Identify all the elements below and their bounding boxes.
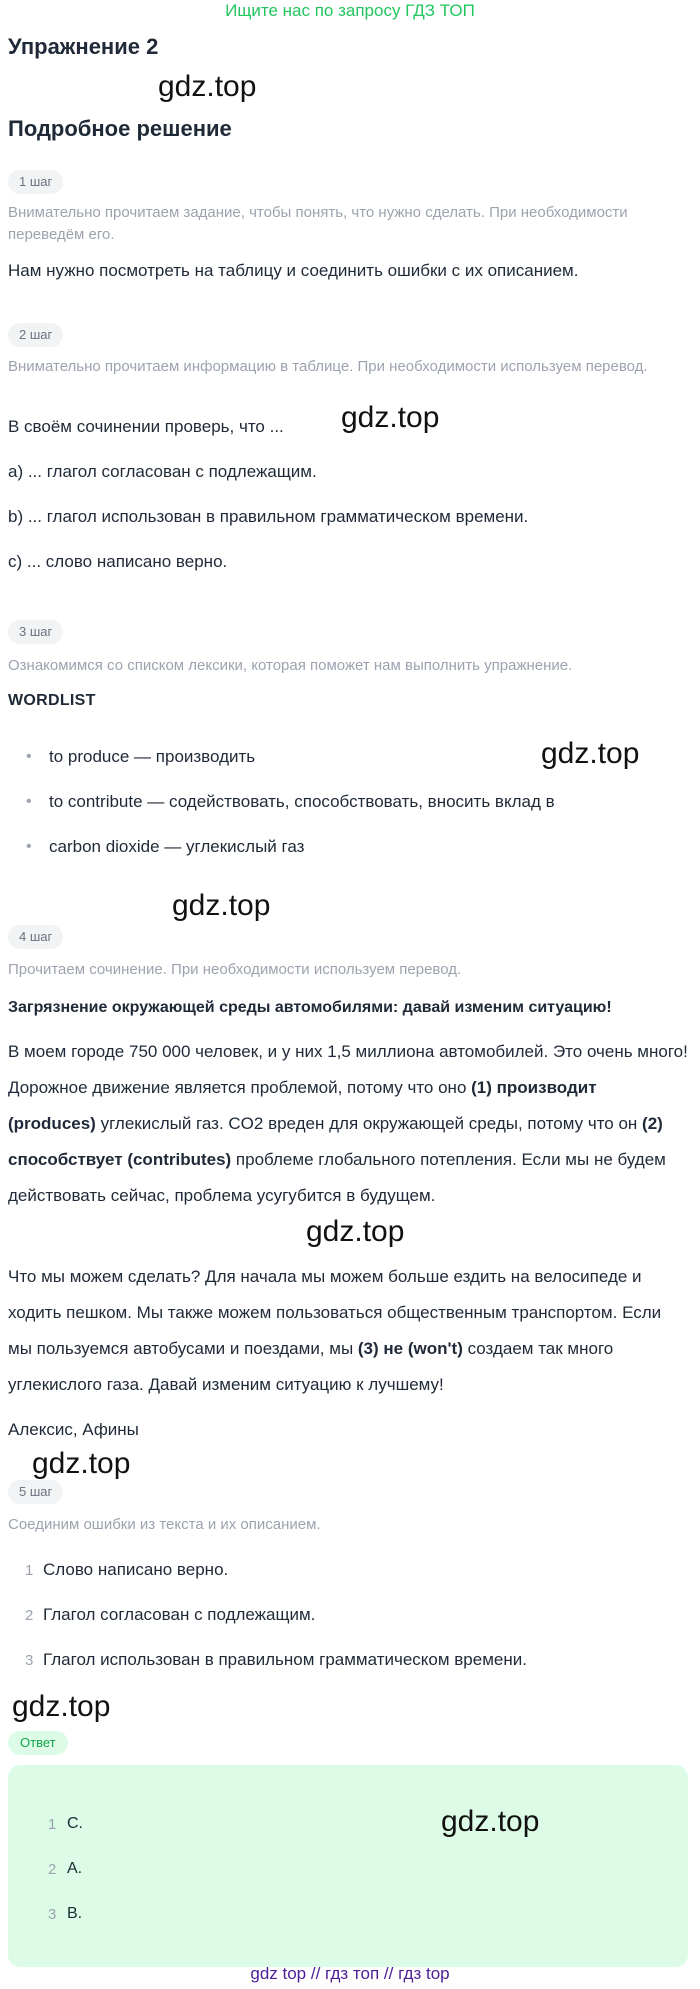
item-number: 3	[25, 1652, 34, 1669]
item-number: 2	[25, 1607, 34, 1624]
step-hint: Внимательно прочитаем задание, чтобы понять, что нужно сделать. При необходимости переведём его.	[8, 204, 628, 243]
watermark: gdz.top	[32, 1447, 131, 1480]
check-item: b) ... глагол использован в правильном грамматическом времени.	[8, 507, 529, 526]
match-item: Глагол использован в правильном грамматическом времени.	[43, 1650, 527, 1669]
watermark: gdz.top	[12, 1690, 111, 1723]
check-item: a) ... глагол согласован с подлежащим.	[8, 462, 317, 481]
match-item: Слово написано верно.	[43, 1560, 229, 1579]
item-number: 1	[25, 1562, 34, 1579]
item-number: 2	[48, 1861, 57, 1878]
watermark: gdz.top	[158, 70, 257, 103]
page-title: Упражнение 2	[8, 34, 159, 59]
solution-heading: Подробное решение	[8, 116, 232, 141]
step-text: Нам нужно посмотреть на таблицу и соединить ошибки с их описанием.	[8, 261, 579, 280]
footer-link[interactable]: gdz top	[250, 1964, 307, 1983]
watermark: gdz.top	[172, 889, 271, 922]
essay-title: Загрязнение окружающей среды автомобилями: давай изменим ситуацию!	[8, 999, 612, 1016]
match-item: Глагол согласован с подлежащим.	[43, 1605, 316, 1624]
footer-separator: //	[310, 1964, 321, 1983]
essay-signature: Алексис, Афины	[8, 1420, 139, 1439]
essay-paragraph: В моем городе 750 000 человек, и у них 1,5 миллиона автомобилей. Это очень много! Дорожное движение является проблемой, потому что оно (1) производит (produces) углекислый газ. CO2 вреден для окружающей среды, потому что он (2) способствует (contributes) проблеме глобального потепления. Если мы не будем действовать сейчас, проблема усугубится в будущем.	[8, 1042, 688, 1205]
footer-link[interactable]: гдз топ	[325, 1964, 380, 1983]
answer-badge: Ответ	[8, 1731, 68, 1755]
wordlist-title: WORDLIST	[8, 692, 96, 709]
watermark: gdz.top	[541, 737, 640, 770]
bullet-icon: •	[26, 793, 32, 810]
bullet-icon: •	[26, 838, 32, 855]
bullet-icon: •	[26, 748, 32, 765]
step-intro: В своём сочинении проверь, что ...	[8, 417, 284, 436]
watermark: gdz.top	[341, 401, 440, 434]
step-badge: 3 шаг	[8, 620, 63, 644]
item-number: 3	[48, 1906, 57, 1923]
essay-paragraph: Что мы можем сделать? Для начала мы можем больше ездить на велосипеде и ходить пешком. Мы также можем пользоваться общественным транспортом. Если мы пользуемся автобусами и поездами, мы (3) не (won't) создаем так много углекислого газа. Давай изменим ситуацию к лучшему!	[8, 1267, 662, 1394]
watermark: gdz.top	[306, 1215, 405, 1248]
step-hint: Прочитаем сочинение. При необходимости используем перевод.	[8, 961, 462, 978]
step-badge: 1 шаг	[8, 170, 63, 194]
step-hint: Ознакомимся со списком лексики, которая поможет нам выполнить упражнение.	[8, 657, 573, 674]
wordlist-item: carbon dioxide — углекислый газ	[49, 837, 305, 856]
answer-item: A.	[67, 1860, 83, 1877]
item-number: 1	[48, 1816, 57, 1833]
check-item: c) ... слово написано верно.	[8, 552, 228, 571]
top-banner: Ищите нас по запросу ГДЗ ТОП	[225, 1, 475, 20]
answer-item: C.	[67, 1815, 83, 1832]
step-hint: Соединим ошибки из текста и их описанием.	[8, 1516, 321, 1533]
step-badge: 4 шаг	[8, 925, 63, 949]
wordlist-item: to contribute — содействовать, способствовать, вносить вклад в	[49, 792, 555, 811]
footer-separator: //	[383, 1964, 394, 1983]
wordlist-item: to produce — производить	[49, 747, 256, 766]
step-badge: 2 шаг	[8, 323, 63, 347]
footer-link[interactable]: гдз top	[398, 1964, 450, 1983]
footer-links	[0, 1964, 700, 1984]
step-badge: 5 шаг	[8, 1480, 63, 1504]
answer-item: B.	[67, 1905, 83, 1922]
step-hint: Внимательно прочитаем информацию в таблице. При необходимости используем перевод.	[8, 358, 648, 375]
watermark: gdz.top	[441, 1805, 540, 1838]
answer-box	[8, 1765, 688, 1967]
